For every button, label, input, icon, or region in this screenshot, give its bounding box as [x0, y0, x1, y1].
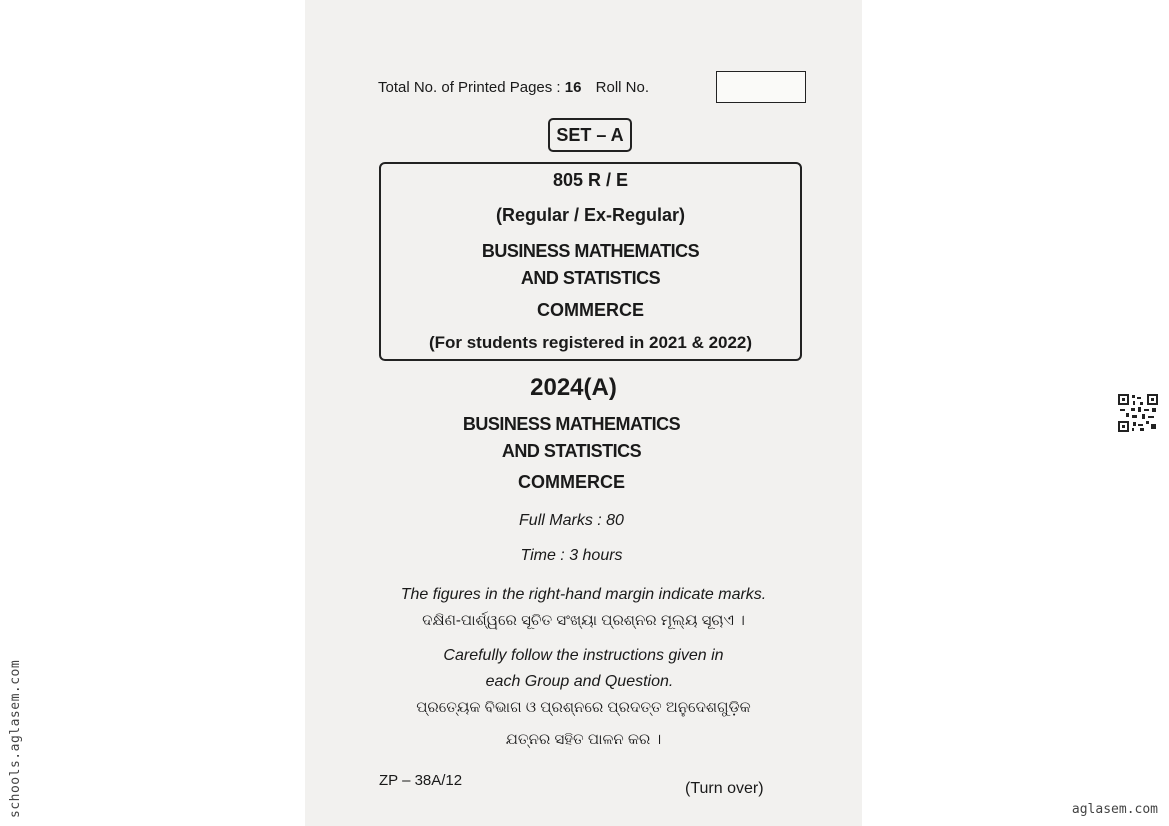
time-allowed: Time : 3 hours [520, 547, 623, 564]
box-note: (For students registered in 2021 & 2022) [428, 333, 753, 352]
instruction-marks-en: The figures in the right-hand margin indicate marks. [400, 586, 767, 603]
instruction-follow-en-2: each Group and Question. [485, 673, 674, 690]
side-watermark: schools.aglasem.com [8, 659, 23, 818]
instruction-follow-en-1: Carefully follow the instructions given in [443, 647, 724, 664]
roll-no-label: Roll No. [595, 79, 649, 96]
exam-subject-line2: AND STATISTICS [501, 441, 642, 461]
box-stream: COMMERCE [537, 300, 644, 320]
paper-type: (Regular / Ex-Regular) [495, 205, 686, 225]
roll-no-box [716, 71, 806, 103]
exam-subject-line1: BUSINESS MATHEMATICS [462, 414, 681, 434]
set-label: SET – A [548, 118, 632, 152]
exam-stream: COMMERCE [518, 472, 625, 492]
instruction-marks-odia: ଦକ୍ଷିଣ-ପାର୍ଶ୍ୱରେ ସୂଚିତ ସଂଖ୍ୟା ପ୍ରଶ୍ନର ମୂଲ୍ୟ ସୂଚାଏ । [422, 612, 745, 629]
box-subject-line2: AND STATISTICS [520, 268, 661, 288]
question-paper-page [305, 0, 862, 826]
corner-watermark: aglasem.com [1071, 802, 1158, 817]
full-marks: Full Marks : 80 [519, 512, 624, 529]
paper-info-box [379, 162, 802, 361]
exam-year: 2024(A) [530, 374, 617, 401]
paper-footer-code: ZP – 38A/12 [379, 772, 463, 789]
instruction-follow-odia-2: ଯତ୍ନର ସହିତ ପାଳନ କର । [505, 731, 662, 748]
box-subject-line1: BUSINESS MATHEMATICS [481, 241, 700, 261]
printed-pages-label: Total No. of Printed Pages : [378, 79, 561, 96]
printed-pages-line [378, 79, 649, 96]
turn-over-label: (Turn over) [685, 780, 764, 797]
qr-code-icon [1118, 394, 1158, 432]
paper-code: 805 R / E [552, 170, 629, 190]
instruction-follow-odia-1: ପ୍ରତ୍ୟେକ ବିଭାଗ ଓ ପ୍ରଶ୍ନରେ ପ୍ରଦତ୍ତ ଅନୁଦେଶଗୁଡ଼ିକ [416, 699, 751, 716]
printed-pages-value: 16 [564, 79, 582, 96]
